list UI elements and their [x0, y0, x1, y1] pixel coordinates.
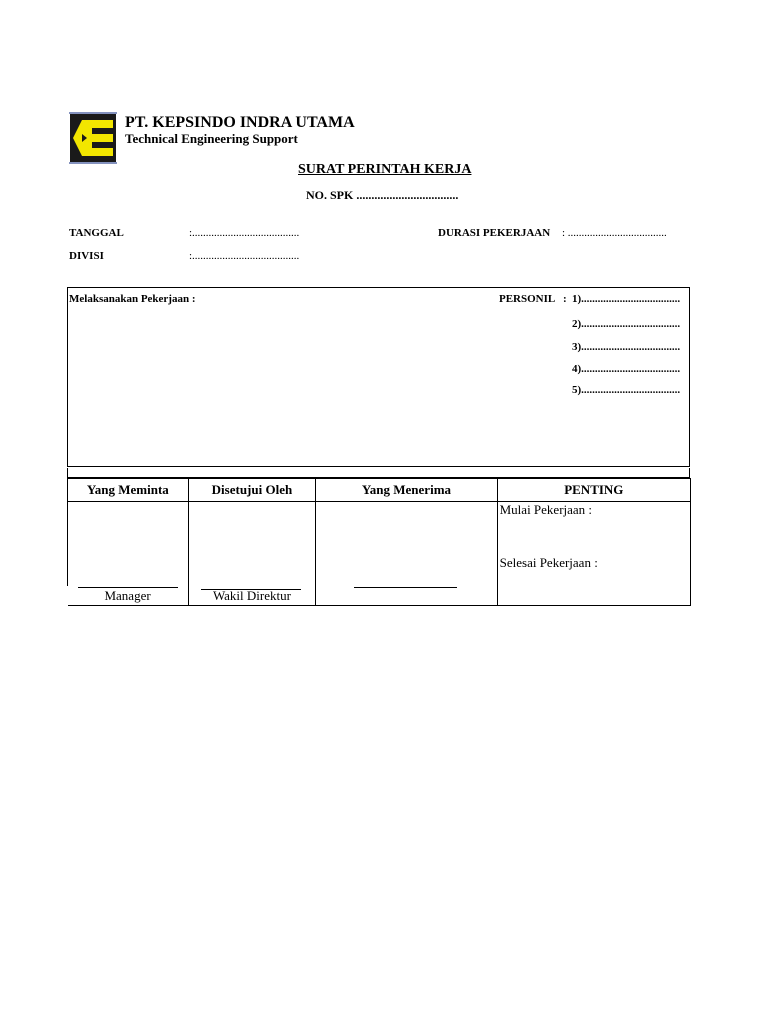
signer-title: Manager — [104, 588, 151, 603]
personil-line[interactable]: 5).................................... — [572, 384, 681, 396]
col-header-disetujui-oleh: Disetujui Oleh — [188, 479, 316, 502]
table-left-edge — [67, 501, 68, 586]
divisi-label: DIVISI — [69, 250, 104, 262]
selesai-pekerjaan-label: Selesai Pekerjaan : — [499, 555, 598, 570]
sign-cell-yang-meminta[interactable] — [68, 502, 189, 606]
personil-line[interactable]: 2).................................... — [572, 318, 681, 330]
personil-colon: : — [563, 293, 567, 305]
personil-line[interactable]: 4).................................... — [572, 363, 681, 375]
col-header-yang-meminta: Yang Meminta — [68, 479, 189, 502]
section-divider — [67, 468, 690, 478]
personil-line[interactable]: 3).................................... — [572, 341, 681, 353]
divisi-value[interactable]: :....................................... — [189, 250, 300, 262]
tanggal-value[interactable]: :....................................... — [189, 227, 300, 239]
personil-label: PERSONIL — [499, 293, 556, 305]
col-header-penting: PENTING — [497, 479, 690, 502]
sign-cell-yang-menerima[interactable] — [316, 502, 497, 606]
company-logo — [69, 112, 117, 164]
personil-line[interactable]: 1).................................... — [572, 293, 681, 305]
signer-title: Wakil Direktur — [212, 588, 291, 603]
signature-line — [354, 587, 457, 588]
company-name: PT. KEPSINDO INDRA UTAMA — [125, 114, 355, 131]
penting-cell[interactable] — [497, 502, 690, 606]
table-header-row — [68, 479, 691, 502]
signature-table — [67, 478, 691, 606]
col-header-yang-menerima: Yang Menerima — [316, 479, 497, 502]
document-title: SURAT PERINTAH KERJA — [298, 162, 472, 177]
sign-cell-disetujui-oleh[interactable] — [188, 502, 316, 606]
durasi-label: DURASI PEKERJAAN — [438, 227, 551, 239]
table-row — [68, 502, 691, 606]
task-label: Melaksanakan Pekerjaan : — [69, 293, 196, 305]
work-description-box[interactable] — [67, 287, 690, 467]
tanggal-label: TANGGAL — [69, 227, 124, 239]
spk-number: NO. SPK .................................. — [306, 188, 459, 202]
company-subtitle: Technical Engineering Support — [125, 131, 298, 146]
durasi-value[interactable]: : .................................... — [562, 227, 667, 239]
mulai-pekerjaan-label: Mulai Pekerjaan : — [499, 502, 593, 517]
